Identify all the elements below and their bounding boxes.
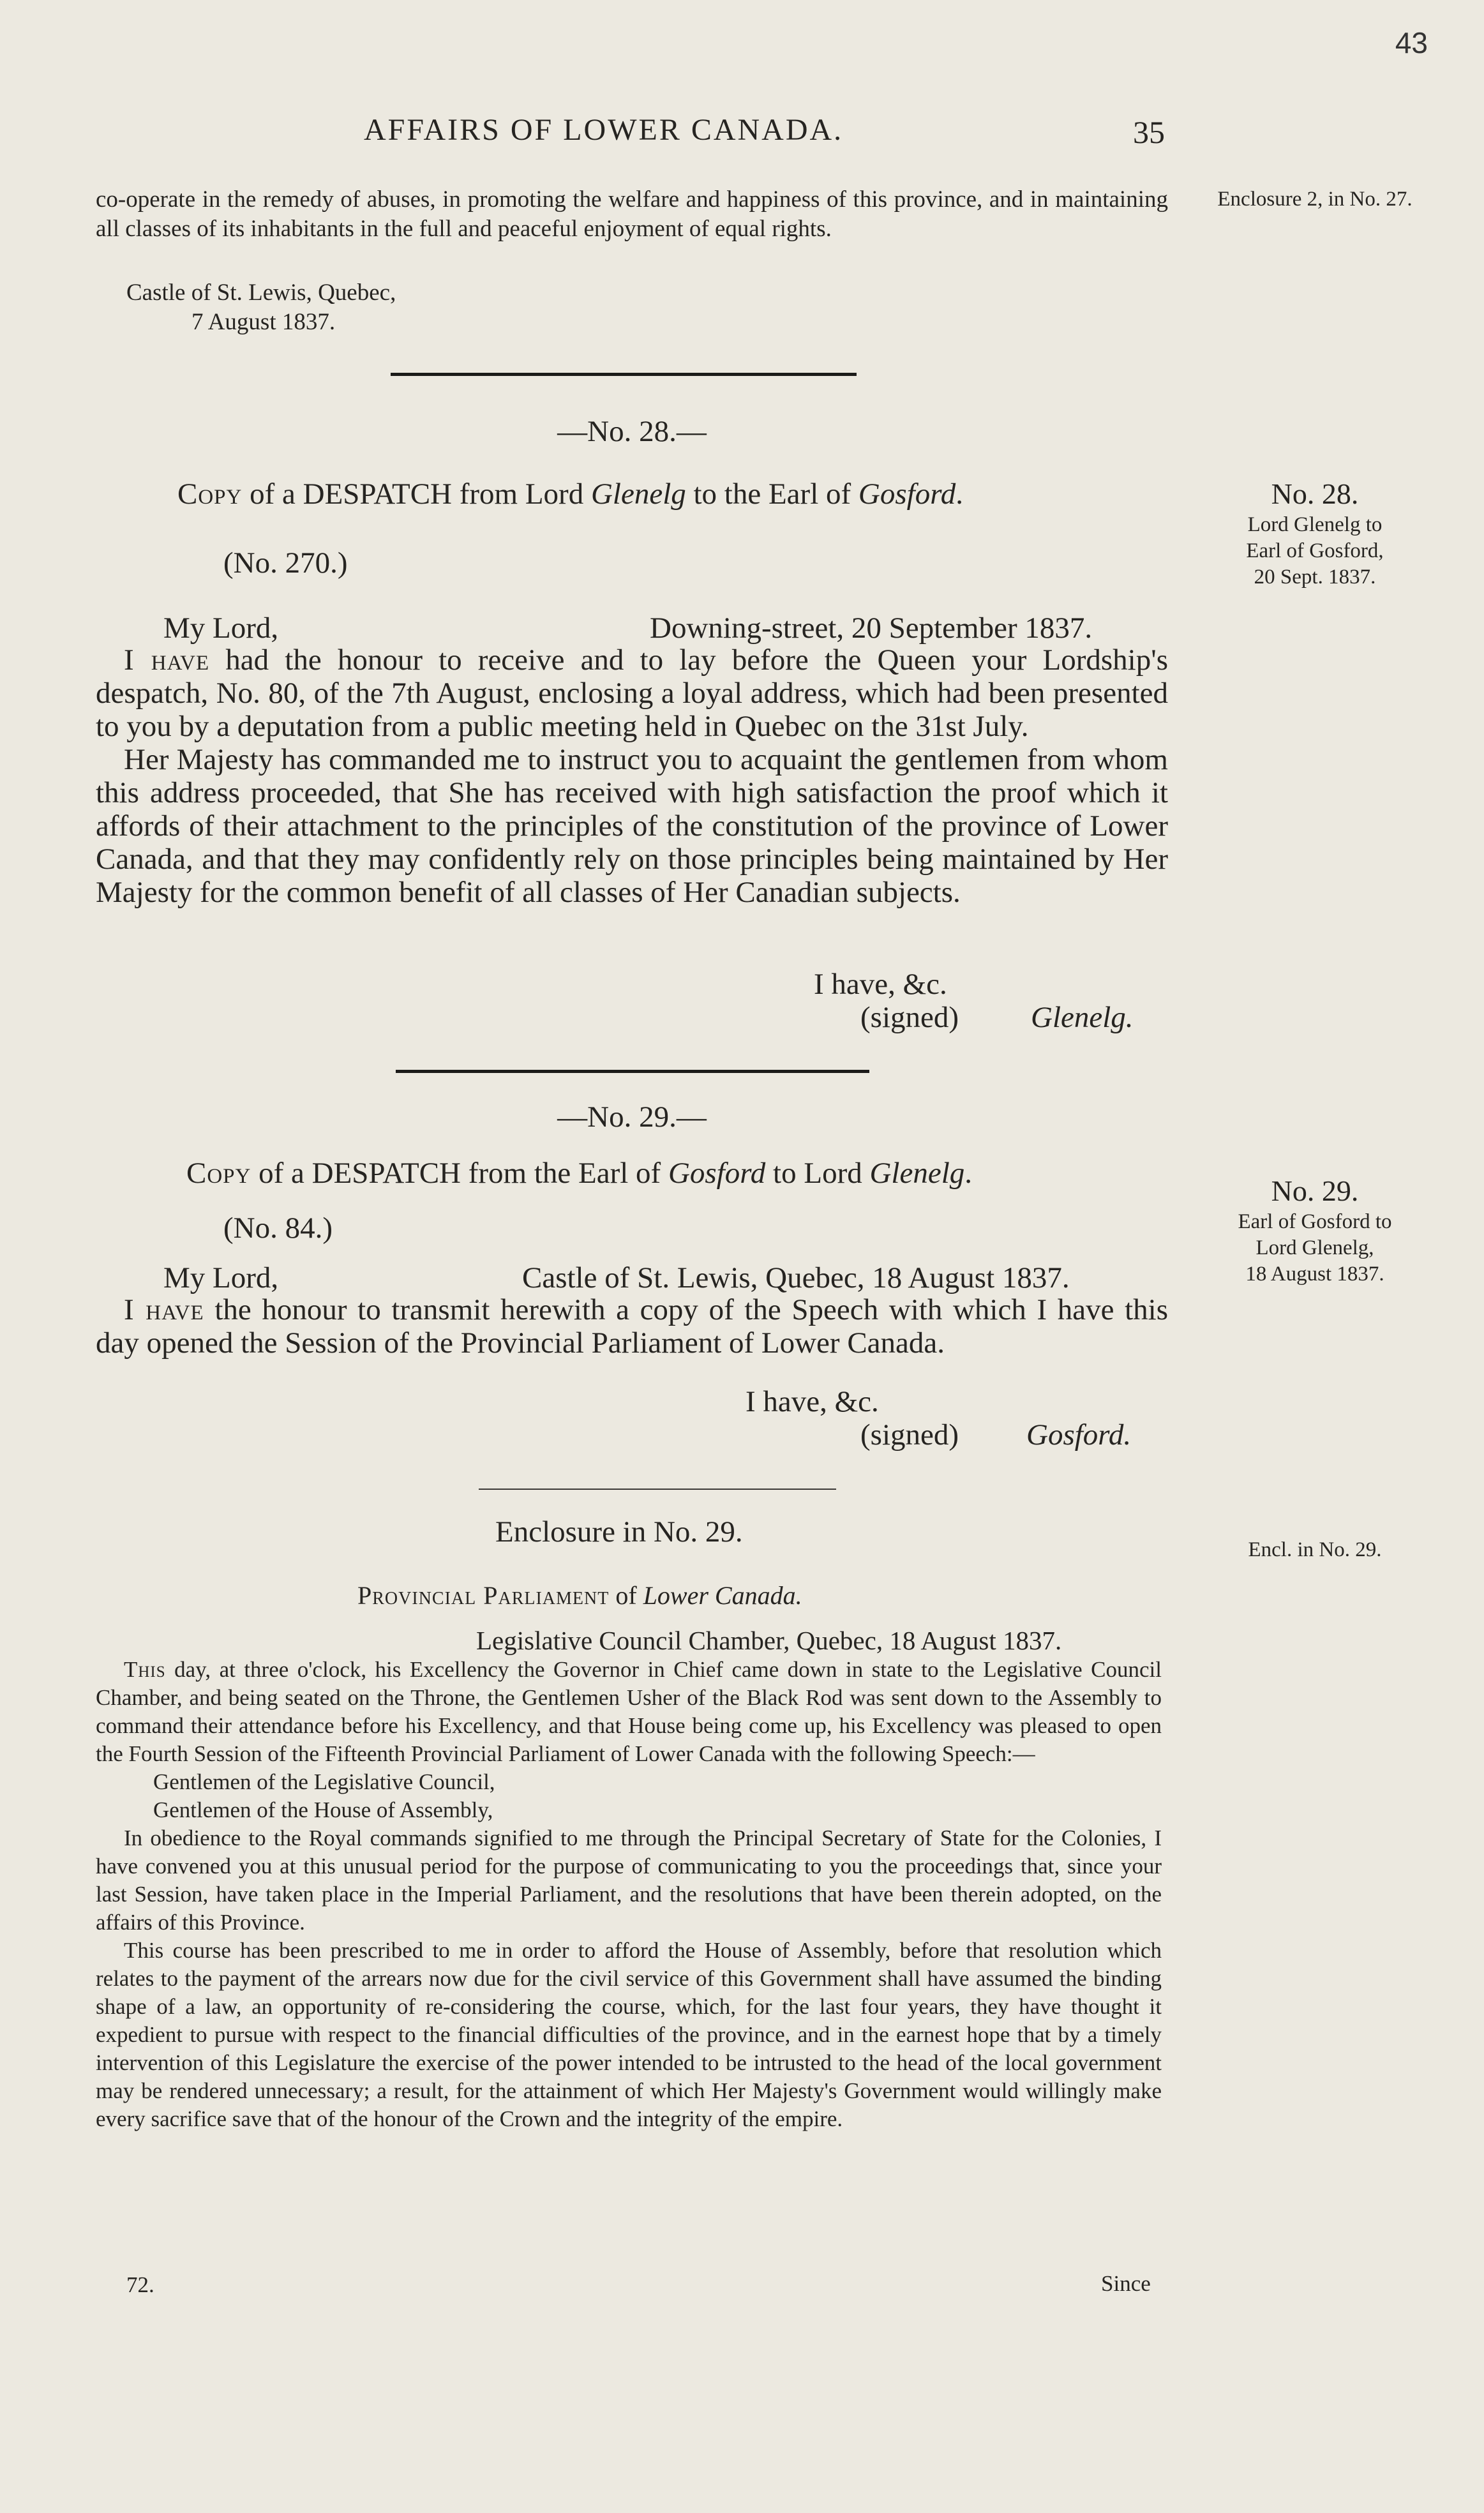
- margin-note-no29: [1187, 1173, 1443, 1287]
- no29-paragraph-1: [96, 1293, 1168, 1360]
- no29-title-to: Glenelg: [869, 1157, 965, 1190]
- opening-place: Castle of St. Lewis, Quebec,: [126, 280, 396, 306]
- no28-salutation: My Lord,: [163, 611, 279, 645]
- margin-no28-line1: Lord Glenelg to: [1247, 513, 1383, 536]
- enclosure-paragraph-1: [96, 1656, 1162, 1768]
- no28-heading: —No. 28.—: [557, 415, 707, 448]
- no28-signature: [1031, 1001, 1134, 1034]
- no28-title-from: Glenelg: [590, 477, 686, 511]
- enclosure-address-2: Gentlemen of the House of Assembly,: [153, 1797, 493, 1822]
- page-number: 35: [1133, 114, 1165, 150]
- no28-title-copy: Copy: [177, 477, 243, 511]
- no28-body: [96, 643, 1168, 909]
- margin-no29-line1: Earl of Gosford to: [1238, 1210, 1392, 1233]
- no28-p1-rest: had the honour to receive and to lay before the Queen your Lordship's despatch, No. 80, of the 7th August, enclosing a loyal address, which had been presented to you by a deputation from a public meeting held in Quebec on the 31st July.: [96, 643, 1168, 743]
- margin-no29-title: No. 29.: [1271, 1174, 1359, 1207]
- signature-mark: 72.: [126, 2272, 154, 2297]
- enclosure-subtitle-it: Lower Canada.: [643, 1581, 802, 1610]
- no28-signed: (signed): [860, 1001, 959, 1034]
- no28-dateline: Downing-street, 20 September 1837.: [650, 611, 1093, 645]
- enclosure-address-1: Gentlemen of the Legislative Council,: [153, 1769, 495, 1794]
- no29-title: [186, 1157, 972, 1190]
- no28-title-to: Gosford: [858, 477, 956, 511]
- enclosure-paragraph-2: In obedience to the Royal commands signified to me through the Principal Secretary of State for the Colonies, I have convened you at this unusual period for the purpose of communicating to you the proceedings that, since your last Session, have taken place in the Imperial Parliament, and the resolutions that have been therein adopted, on the affairs of this Province.: [96, 1826, 1162, 1935]
- enclosure-dateline: Legislative Council Chamber, Quebec, 18 August 1837.: [476, 1626, 1062, 1655]
- running-head: AFFAIRS OF LOWER CANADA.: [364, 113, 844, 147]
- section-rule: [479, 1489, 836, 1490]
- no28-p1-lead: I have: [124, 643, 210, 677]
- no29-salutation: My Lord,: [163, 1261, 279, 1294]
- enclosure-paragraph-3: This course has been prescribed to me in order to afford the House of Assembly, before that resolution which relates to the payment of the arrears now due for the civil service of this Government shall have assumed the binding shape of a law, an opportunity of re-considering the course, which, for the last four years, they have thought it expedient to pursue with respect to the financial difficulties of the province, and in the earnest hope that by a timely intervention of this Legislature the exercise of the power intended to be intrusted to the head of the local government may be rendered unnecessary; a result, for the attainment of which Her Majesty's Government would willingly make every sacrifice save that of the honour of the Crown and the integrity of the empire.: [96, 1938, 1162, 2131]
- no29-signature: [1026, 1418, 1131, 1452]
- no28-title-mid: of a DESPATCH from Lord: [242, 477, 591, 511]
- enclosure-heading: Enclosure in No. 29.: [495, 1515, 743, 1549]
- no29-title-mid: of a DESPATCH from the Earl of: [251, 1157, 668, 1190]
- enclosure-p1-lead: This: [124, 1657, 166, 1682]
- no29-body: [96, 1293, 1168, 1360]
- opening-date: 7 August 1837.: [191, 309, 336, 335]
- enclosure-subtitle: [357, 1580, 802, 1610]
- no29-title-end: .: [964, 1157, 972, 1190]
- no28-signature-text: Glenelg.: [1031, 1001, 1134, 1034]
- enclosure-p1-rest: day, at three o'clock, his Excellency the Governor in Chief came down in state to the Legislative Council Chamber, and being seated on the Throne, the Gentlemen Usher of the Black Rod was sent down to the Assembly to command their attendance before his Excellency, and that House being come up, his Excellency was pleased to open the Fourth Session of the Fifteenth Provincial Parliament of Lower Canada with the following Speech:—: [96, 1657, 1162, 1766]
- no28-title-mid2: to the Earl of: [686, 477, 858, 511]
- no29-signature-text: Gosford.: [1026, 1418, 1132, 1452]
- no28-paragraph-1: [96, 643, 1168, 743]
- no29-dateline: Castle of St. Lewis, Quebec, 18 August 1837.: [522, 1261, 1070, 1294]
- enclosure-subtitle-of: of: [609, 1581, 643, 1610]
- enclosure-subtitle-sc: Provincial Parliament: [357, 1581, 610, 1610]
- margin-note-enclosure: Encl. in No. 29.: [1248, 1538, 1382, 1561]
- no28-title: [177, 477, 963, 511]
- margin-no28-line2: Earl of Gosford,: [1246, 539, 1384, 562]
- sheet-number: 43: [1395, 26, 1428, 59]
- margin-no28-line3: 20 Sept. 1837.: [1254, 566, 1376, 589]
- opening-text: co-operate in the remedy of abuses, in promoting the welfare and happiness of this province, and in maintaining all classes of its inhabitants in the full and peaceful enjoyment of equal rights.: [96, 186, 1168, 242]
- enclosure-body: [96, 1656, 1162, 2133]
- no29-title-from: Gosford: [668, 1157, 766, 1190]
- margin-note-no28: [1187, 476, 1443, 590]
- no29-signed: (signed): [860, 1418, 959, 1452]
- opening-paragraph: [96, 185, 1168, 244]
- section-rule: [391, 373, 857, 376]
- no28-closing: I have, &c.: [814, 968, 947, 1001]
- no28-title-end: .: [956, 477, 964, 511]
- margin-no28-title: No. 28.: [1271, 477, 1359, 510]
- section-rule: [396, 1070, 869, 1073]
- no29-closing: I have, &c.: [746, 1385, 879, 1418]
- no28-despatch-number: (No. 270.): [223, 546, 348, 580]
- margin-no29-line3: 18 August 1837.: [1245, 1263, 1384, 1286]
- no28-paragraph-2: Her Majesty has commanded me to instruct you to acquaint the gentlemen from whom this address proceeded, that She has received with high satisfaction the proof which it affords of their attachment to the principles of the constitution of the province of Lower Canada, and that they may confidently rely on those principles being maintained by Her Majesty for the common benefit of all classes of Her Canadian subjects.: [96, 743, 1168, 909]
- no29-p1-rest: the honour to transmit herewith a copy of the Speech with which I have this day opened the Session of the Provincial Parliament of Lower Canada.: [96, 1293, 1168, 1360]
- no29-heading: —No. 29.—: [557, 1100, 707, 1134]
- no29-despatch-number: (No. 84.): [223, 1211, 333, 1245]
- margin-no29-line2: Lord Glenelg,: [1255, 1236, 1374, 1259]
- margin-note-enclosure-2: Enclosure 2, in No. 27.: [1217, 188, 1413, 211]
- no29-title-mid2: to Lord: [765, 1157, 870, 1190]
- catchword: Since: [1101, 2271, 1151, 2296]
- no29-p1-lead: I have: [124, 1293, 204, 1326]
- no29-title-copy: Copy: [186, 1157, 251, 1190]
